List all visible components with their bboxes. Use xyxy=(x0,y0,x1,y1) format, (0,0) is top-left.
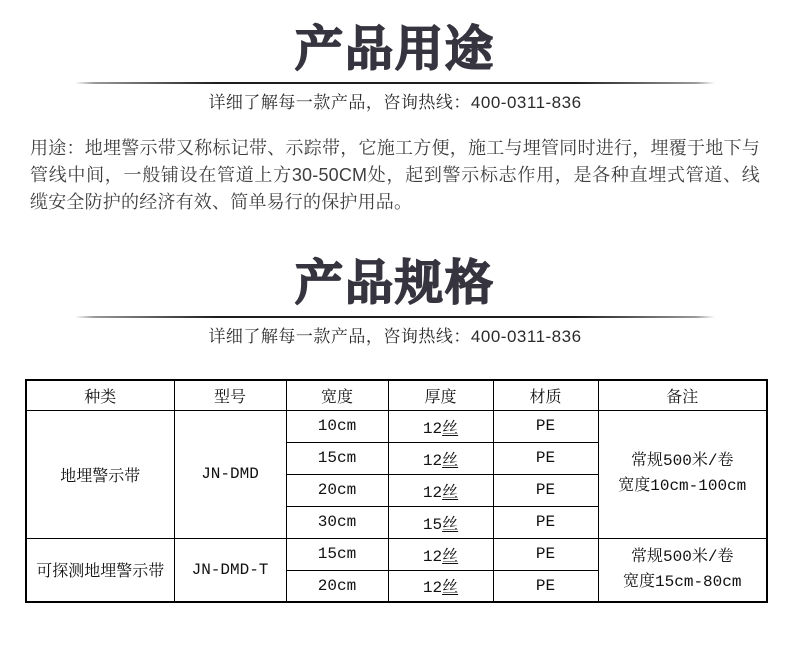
thickness-value: 12 xyxy=(422,483,443,502)
spec-width-cell: 20cm xyxy=(286,570,388,602)
spec-thickness-cell xyxy=(388,506,493,538)
thickness-value: 12 xyxy=(422,419,443,438)
spec-thickness-cell xyxy=(388,442,493,474)
thickness-value: 12 xyxy=(422,451,443,470)
col-header-thickness: 厚度 xyxy=(388,380,493,410)
col-header-model: 型号 xyxy=(174,380,286,410)
spec-material-cell: PE xyxy=(493,474,598,506)
spec-thickness-cell xyxy=(388,538,493,570)
usage-subtitle: 详细了解每一款产品，咨询热线：400-0311-836 xyxy=(208,93,582,112)
specs-subtitle: 详细了解每一款产品，咨询热线：400-0311-836 xyxy=(208,327,582,346)
col-header-remark: 备注 xyxy=(598,380,767,410)
remark-line-1: 常规500米/卷 xyxy=(631,452,734,470)
usage-section-header xyxy=(0,24,790,113)
spec-thickness-cell xyxy=(388,570,493,602)
col-header-material: 材质 xyxy=(493,380,598,410)
thickness-value: 12 xyxy=(422,579,443,598)
spec-model-cell: JN-DMD-T xyxy=(174,538,286,602)
spec-width-cell: 10cm xyxy=(286,410,388,442)
spec-width-cell: 20cm xyxy=(286,474,388,506)
specs-title: 产品规格 xyxy=(294,257,495,310)
specs-title-divider xyxy=(75,316,715,318)
thickness-value: 15 xyxy=(422,515,443,534)
table-row xyxy=(26,538,767,570)
section-usage xyxy=(0,0,790,216)
remark-line-1: 常规500米/卷 xyxy=(631,547,734,566)
spec-material-cell: PE xyxy=(493,538,598,570)
thickness-unit: 丝 xyxy=(442,451,459,470)
usage-paragraph: 用途：地埋警示带又称标记带、示踪带，它施工方便，施工与埋管同时进行，埋覆于地下与管线中间，一般铺设在管道上方30-50CM处，起到警示标志作用，是各种直埋式管道、线缆安全防护的经济有效、简单易行的保护用品。 xyxy=(30,138,760,212)
spec-kind-cell: 地埋警示带 xyxy=(26,410,174,538)
spec-material-cell: PE xyxy=(493,442,598,474)
col-header-width: 宽度 xyxy=(286,380,388,410)
spec-width-cell: 15cm xyxy=(286,538,388,570)
thickness-unit: 丝 xyxy=(442,579,459,598)
remark-line-2: 宽度10cm-100cm xyxy=(618,477,747,495)
section-specs xyxy=(0,258,790,603)
thickness-unit: 丝 xyxy=(442,419,459,438)
spec-material-cell: PE xyxy=(493,410,598,442)
spec-remark-cell xyxy=(598,410,767,538)
usage-title-divider xyxy=(75,82,715,84)
spec-thickness-cell xyxy=(388,474,493,506)
thickness-unit: 丝 xyxy=(442,515,459,534)
thickness-value: 12 xyxy=(422,547,443,566)
usage-title: 产品用途 xyxy=(294,23,495,76)
remark-line-2: 宽度15cm-80cm xyxy=(623,572,742,591)
table-row xyxy=(26,410,767,442)
spec-thickness-cell xyxy=(388,410,493,442)
spec-width-cell: 30cm xyxy=(286,506,388,538)
spec-width-cell: 15cm xyxy=(286,442,388,474)
spec-material-cell: PE xyxy=(493,506,598,538)
spec-material-cell: PE xyxy=(493,570,598,602)
spec-model-cell: JN-DMD xyxy=(174,410,286,538)
spec-table xyxy=(25,379,768,603)
thickness-unit: 丝 xyxy=(442,483,459,502)
spec-kind-cell: 可探测地埋警示带 xyxy=(26,538,174,602)
table-header-row xyxy=(26,380,767,410)
specs-section-header xyxy=(0,258,790,347)
col-header-kind: 种类 xyxy=(26,380,174,410)
spec-remark-cell xyxy=(598,538,767,602)
thickness-unit: 丝 xyxy=(442,547,459,566)
